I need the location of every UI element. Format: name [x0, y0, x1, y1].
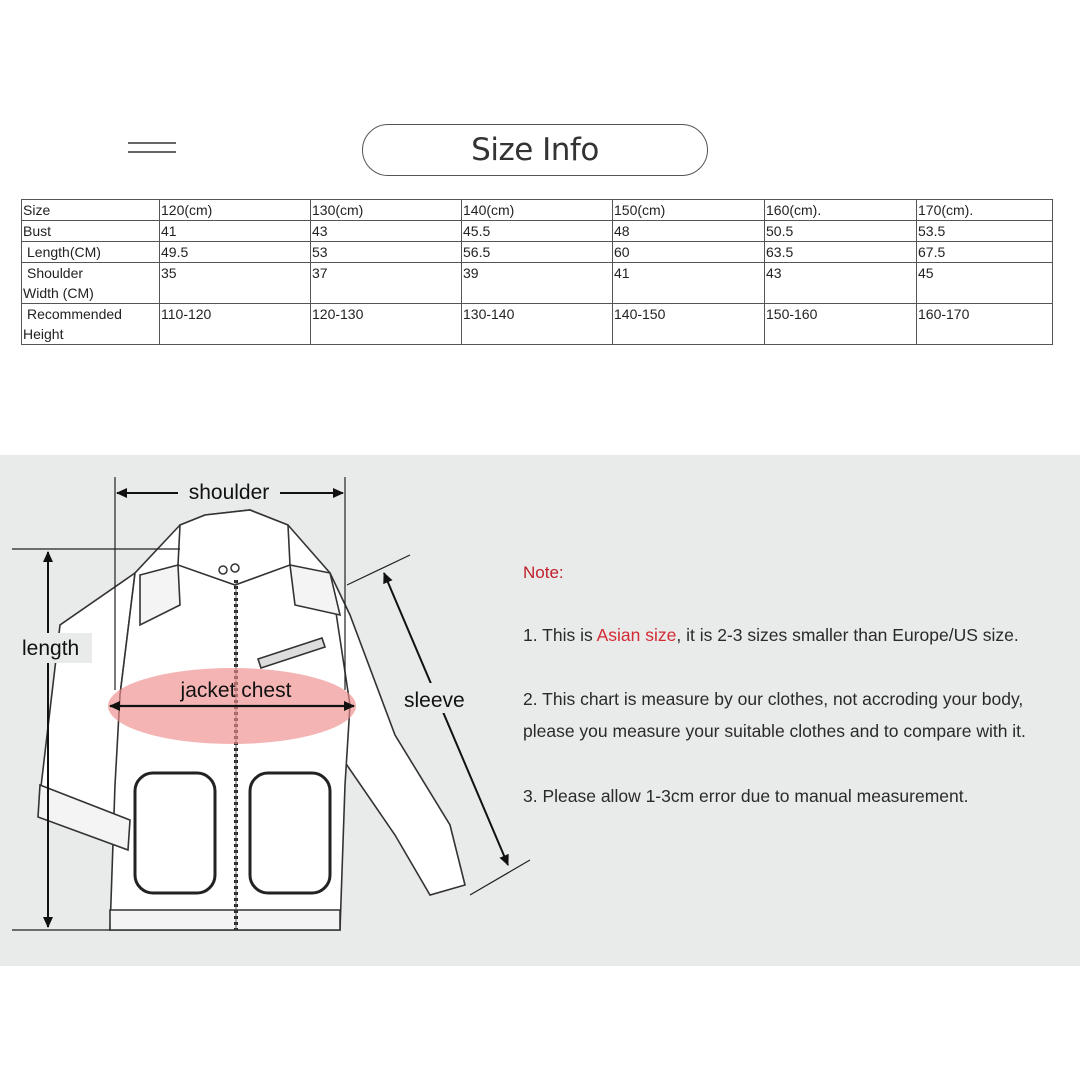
- row-label-size: Size: [22, 200, 160, 221]
- page-title: Size Info: [362, 124, 708, 176]
- table-cell: 140(cm): [462, 200, 613, 221]
- table-row: [22, 263, 1053, 304]
- table-cell: 63.5: [765, 242, 917, 263]
- table-cell: 140-150: [613, 304, 765, 345]
- note-3: 3. Please allow 1-3cm error due to manual measurement.: [523, 786, 969, 806]
- table-cell: 43: [765, 263, 917, 304]
- table-cell: 160-170: [917, 304, 1053, 345]
- note-1-prefix: 1. This is: [523, 625, 597, 645]
- row-label-bust: Bust: [22, 221, 160, 242]
- sleeve-label: sleeve: [404, 689, 465, 712]
- table-cell: 45.5: [462, 221, 613, 242]
- table-row: [22, 242, 1053, 263]
- row-label-length: Length(CM): [22, 242, 160, 263]
- table-cell: 160(cm).: [765, 200, 917, 221]
- table-cell: 39: [462, 263, 613, 304]
- table-cell: 43: [311, 221, 462, 242]
- note-1-suffix: , it is 2-3 sizes smaller than Europe/US size.: [676, 625, 1019, 645]
- table-cell: 53: [311, 242, 462, 263]
- table-row: [22, 221, 1053, 242]
- jacket-chest-label: jacket chest: [180, 679, 292, 702]
- jacket-diagram: [0, 455, 540, 966]
- note-2-line-1: 2. This chart is measure by our clothes, not accroding your body,: [523, 689, 1024, 709]
- table-cell: 67.5: [917, 242, 1053, 263]
- table-cell: 120-130: [311, 304, 462, 345]
- table-cell: 120(cm): [160, 200, 311, 221]
- size-table: [21, 199, 1053, 345]
- table-cell: 48: [613, 221, 765, 242]
- table-cell: 41: [613, 263, 765, 304]
- note-1: [523, 625, 1019, 646]
- table-cell: 35: [160, 263, 311, 304]
- note-title: Note:: [523, 563, 564, 582]
- length-label: length: [22, 637, 80, 660]
- row-label-line: Recommended: [27, 306, 122, 322]
- table-cell: 130-140: [462, 304, 613, 345]
- row-label-line: Width (CM): [23, 285, 94, 301]
- shoulder-label: shoulder: [188, 481, 270, 504]
- table-cell: 170(cm).: [917, 200, 1053, 221]
- table-cell: 110-120: [160, 304, 311, 345]
- table-cell: 56.5: [462, 242, 613, 263]
- table-cell: 37: [311, 263, 462, 304]
- table-cell: 50.5: [765, 221, 917, 242]
- table-row: [22, 200, 1053, 221]
- row-label-line: Shoulder: [27, 265, 84, 281]
- table-cell: 41: [160, 221, 311, 242]
- table-cell: 150-160: [765, 304, 917, 345]
- table-cell: 53.5: [917, 221, 1053, 242]
- menu-icon: [128, 142, 176, 158]
- table-cell: 45: [917, 263, 1053, 304]
- row-label-shoulder-width: [22, 263, 160, 304]
- note-2-line-2: please you measure your suitable clothes and to compare with it.: [523, 721, 1026, 741]
- table-cell: 60: [613, 242, 765, 263]
- table-row: [22, 304, 1053, 345]
- note-1-highlight: Asian size: [596, 625, 677, 645]
- table-cell: 150(cm): [613, 200, 765, 221]
- measurement-diagram-panel: [0, 455, 1080, 966]
- row-label-line: Height: [23, 326, 64, 342]
- row-label-recommended-height: [22, 304, 160, 345]
- table-cell: 49.5: [160, 242, 311, 263]
- table-cell: 130(cm): [311, 200, 462, 221]
